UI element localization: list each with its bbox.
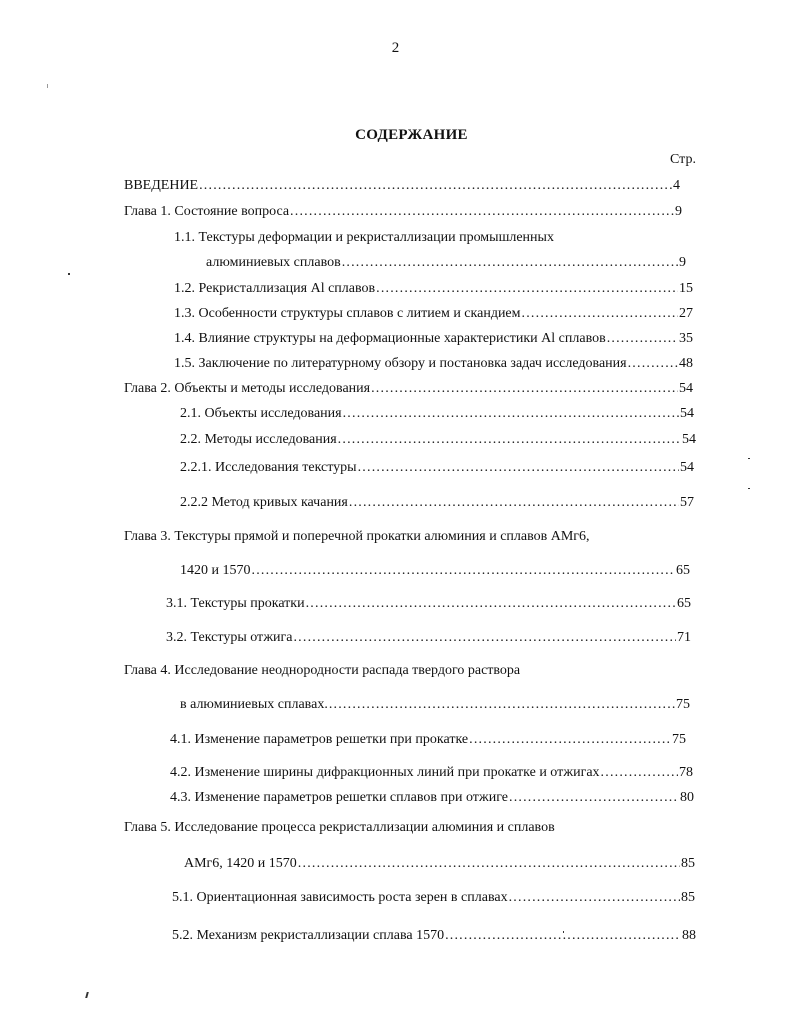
page-title: СОДЕРЖАНИЕ [355,127,468,143]
toc-entry-page: 88 [682,928,696,943]
toc-entry-label: Глава 1. Состояние вопроса [124,204,290,219]
toc-entry-page: 54 [680,406,694,421]
dot-leader [522,305,678,323]
toc-entry-4-3[interactable] [170,789,694,807]
toc-entry-page: 4 [673,178,680,193]
scan-speck [68,273,70,275]
toc-entry-2-2-1[interactable] [180,459,694,477]
toc-entry-label: 1.2. Рекристаллизация Al сплавов [174,281,376,296]
toc-entry-page: 85 [681,890,695,905]
toc-entry-1-5[interactable] [174,355,693,373]
toc-entry-page: 27 [679,306,693,321]
dot-leader [445,927,681,945]
toc-entry-label: 3.1. Текстуры прокатки [166,596,305,611]
toc-entry-chapter-5[interactable] [184,855,695,873]
dot-leader [252,562,676,580]
dot-leader [343,405,679,423]
toc-entry-label: АМг6, 1420 и 1570 [184,856,297,871]
toc-entry-label: 3.2. Текстуры отжига [166,630,293,645]
scan-speck [563,931,564,933]
toc-entry-page: 54 [679,381,693,396]
toc-entry-label: 4.2. Изменение ширины дифракционных линий при прокатке и отжигах [170,765,600,780]
toc-entry-chapter-4[interactable] [180,696,690,714]
toc-entry-2-2-2[interactable] [180,494,694,512]
toc-entry-page: 71 [677,630,691,645]
dot-leader [509,789,679,807]
dot-leader [601,764,678,782]
toc-entry-label: 2.1. Объекты исследования [180,406,342,421]
toc-entry-1-1[interactable] [206,254,686,272]
toc-entry-label: в алюминиевых сплавах. [180,697,328,712]
toc-entry-label: 5.2. Механизм рекристаллизации сплава 1570 [172,928,445,943]
toc-entry-page: 54 [682,432,696,447]
toc-entry-1-1-line-1[interactable]: 1.1. Текстуры деформации и рекристаллизации промышленных [174,230,554,245]
toc-entry-page: 75 [676,697,690,712]
dot-leader [342,254,678,272]
toc-entry-chapter-1[interactable] [124,203,682,221]
toc-entry-page: 35 [679,331,693,346]
dot-leader [293,629,676,647]
toc-entry-3-2[interactable] [166,629,691,647]
dot-leader [329,696,675,714]
dot-leader [376,280,678,298]
toc-entry-page: 80 [680,790,694,805]
toc-entry-label: 1.3. Особенности структуры сплавов с литием и скандием [174,306,521,321]
toc-entry-page: 75 [672,732,686,747]
toc-entry-chapter-2[interactable] [124,380,693,398]
toc-entry-chapter-4-line-1[interactable]: Глава 4. Исследование неоднородности распада твердого раствора [124,663,521,678]
scan-speck [85,992,89,998]
toc-entry-label: 1.4. Влияние структуры на деформационные характеристики Al сплавов [174,331,606,346]
toc-entry-label: алюминиевых сплавов [206,255,341,270]
toc-entry-label: 1420 и 1570 [180,563,251,578]
toc-entry-page: 48 [679,356,693,371]
toc-entry-chapter-5-line-1[interactable]: Глава 5. Исследование процесса рекристаллизации алюминия и сплавов [124,820,555,835]
toc-entry-page: 78 [679,765,693,780]
toc-entry-label: 4.1. Изменение параметров решетки при прокатке [170,732,469,747]
toc-entry-page: 54 [680,460,694,475]
toc-entry-label: ВВЕДЕНИЕ [124,178,199,193]
dot-leader [628,355,678,373]
toc-entry-4-2[interactable] [170,764,693,782]
toc-entry-chapter-3[interactable] [180,562,690,580]
toc-entry-2-2[interactable] [180,431,696,449]
dot-leader [607,330,678,348]
toc-entry-label: 5.1. Ориентационная зависимость роста зерен в сплавах [172,890,508,905]
toc-entry-2-1[interactable] [180,405,694,423]
toc-entry-5-2[interactable] [172,927,696,945]
dot-leader [371,380,678,398]
dot-leader [199,177,672,195]
dot-leader [358,459,679,477]
scan-speck [748,488,750,489]
toc-entry-3-1[interactable] [166,595,691,613]
toc-entry-page: 9 [679,255,686,270]
toc-entry-page: 15 [679,281,693,296]
toc-entry-1-2[interactable] [174,280,693,298]
toc-entry-chapter-3-line-1[interactable]: Глава 3. Текстуры прямой и поперечной прокатки алюминия и сплавов АМг6, [124,529,590,544]
dot-leader [509,889,680,907]
toc-entry-page: 65 [677,596,691,611]
toc-entry-label: Глава 2. Объекты и методы исследования [124,381,371,396]
toc-entry-page: 57 [680,495,694,510]
page-number: 2 [391,40,400,56]
toc-entry-label: 2.2.2 Метод кривых качания [180,495,348,510]
toc-entry-label: 2.2.1. Исследования текстуры [180,460,357,475]
toc-entry-label: 1.5. Заключение по литературному обзору и постановка задач исследования [174,356,627,371]
toc-entry-1-3[interactable] [174,305,693,323]
pages-column-label: Стр. [670,152,696,167]
toc-entry-page: 9 [675,204,682,219]
scan-speck [748,458,750,459]
toc-entry-introduction[interactable] [124,177,680,195]
toc-entry-5-1[interactable] [172,889,695,907]
dot-leader [290,203,674,221]
toc-entry-page: 85 [681,856,695,871]
dot-leader [306,595,676,613]
scan-speck [47,84,48,88]
toc-entry-1-4[interactable] [174,330,693,348]
dot-leader [349,494,679,512]
toc-entry-label: 4.3. Изменение параметров решетки сплавов при отжиге [170,790,508,805]
toc-entry-page: 65 [676,563,690,578]
toc-entry-label: 2.2. Методы исследования [180,432,337,447]
dot-leader [298,855,680,873]
dot-leader [338,431,681,449]
dot-leader [469,731,671,749]
toc-entry-4-1[interactable] [170,731,686,749]
